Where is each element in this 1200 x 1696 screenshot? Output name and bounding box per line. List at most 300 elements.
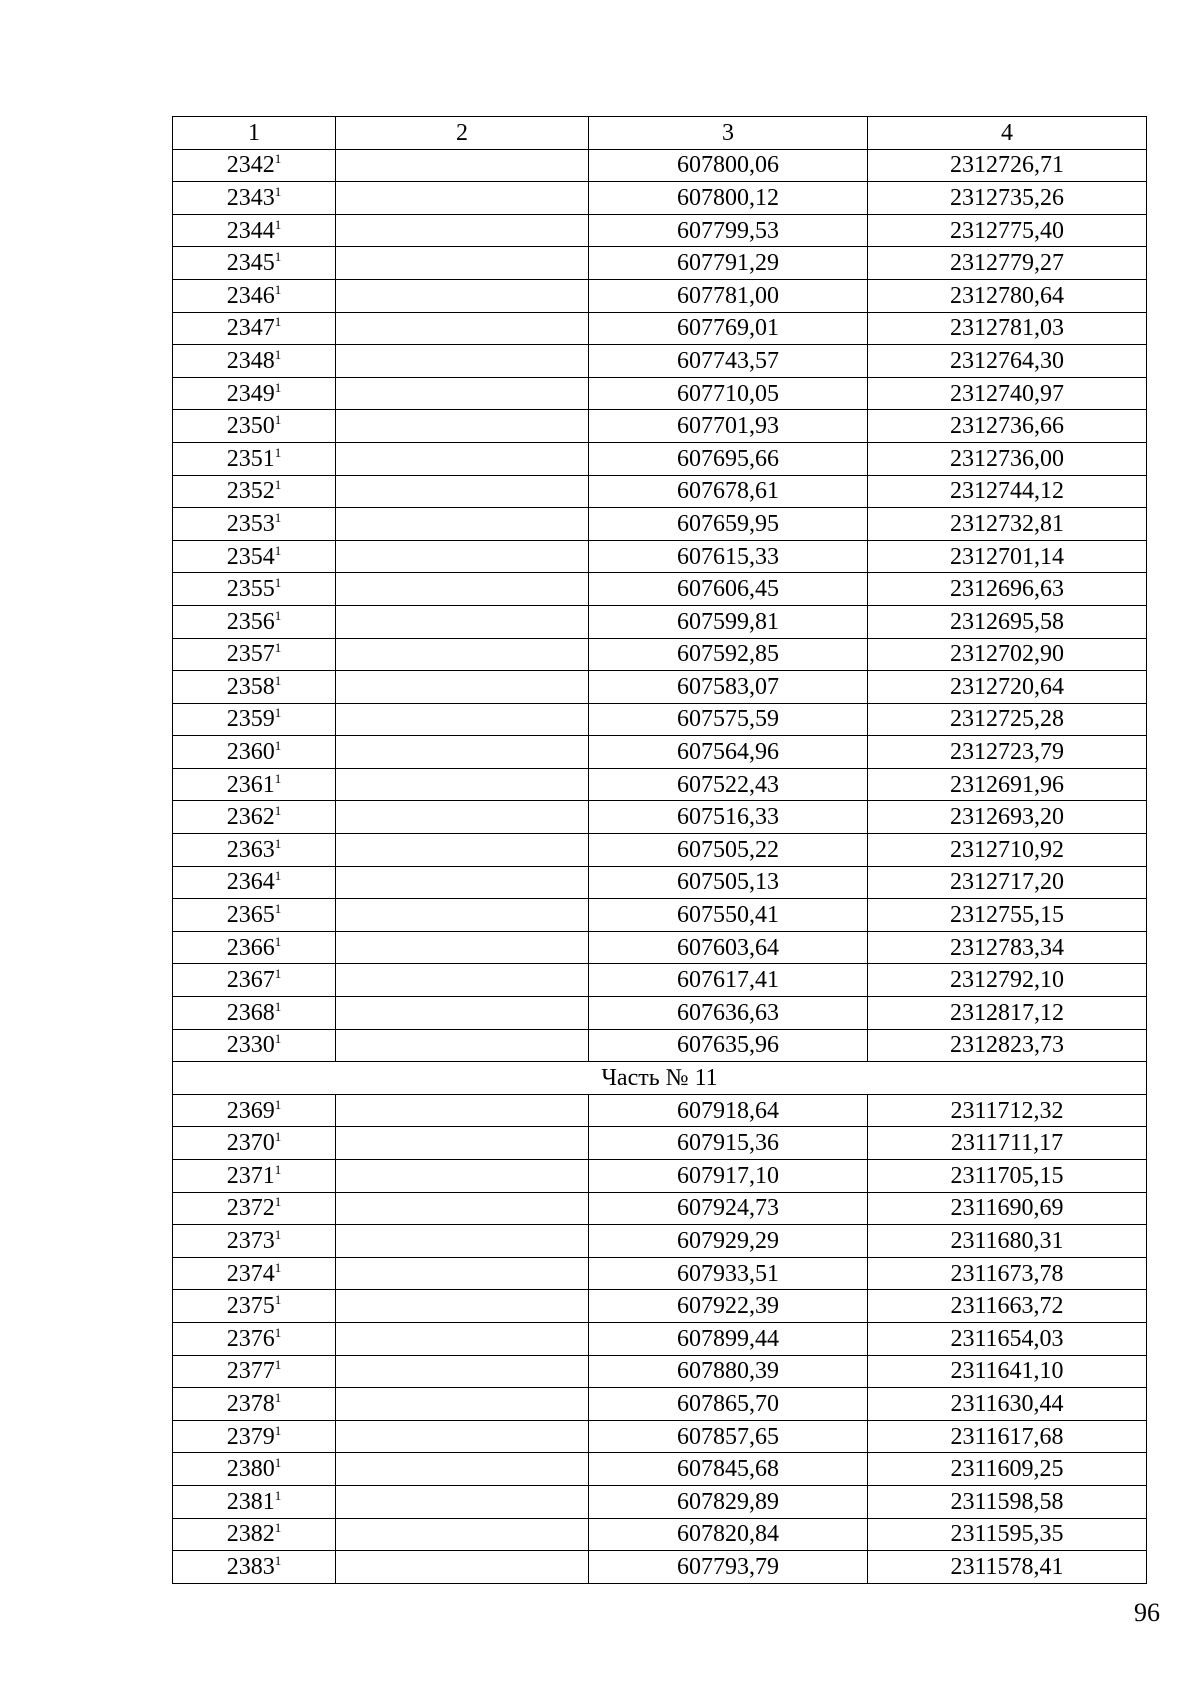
y-coordinate-cell-text: 2312732,81: [950, 510, 1064, 537]
x-coordinate-cell: [589, 703, 868, 736]
y-coordinate-cell: [868, 475, 1147, 508]
table-row: [173, 1094, 1147, 1127]
x-coordinate-cell-text: 607701,93: [677, 413, 779, 440]
y-coordinate-cell-text: 2311578,41: [950, 1553, 1064, 1580]
point-superscript: 1: [274, 705, 282, 721]
point-superscript: 1: [274, 803, 282, 819]
point-number-cell-text: 2342: [226, 152, 275, 179]
table-row: [173, 801, 1147, 834]
table-row: [173, 279, 1147, 312]
x-coordinate-cell: [589, 540, 868, 573]
header-cell-3: 3: [589, 117, 868, 150]
point-number-cell-text: 2376: [226, 1325, 275, 1352]
section-title: Часть № 11: [173, 1062, 1147, 1095]
y-coordinate-cell: [868, 1453, 1147, 1486]
point-number-cell-text: 2367: [226, 967, 275, 994]
point-number-cell: [173, 573, 336, 606]
point-superscript: 1: [274, 1226, 282, 1242]
point-number-cell-text: 2358: [226, 673, 275, 700]
point-number-cell: [173, 182, 336, 215]
name-cell: [336, 1322, 589, 1355]
point-number-cell-text: 2349: [226, 380, 275, 407]
x-coordinate-cell: [589, 1160, 868, 1193]
y-coordinate-cell-text: 2311705,15: [950, 1162, 1064, 1189]
name-cell: [336, 1355, 589, 1388]
name-cell: [336, 1257, 589, 1290]
point-number-cell-text: 2354: [226, 543, 275, 570]
point-superscript: 1: [274, 933, 282, 949]
point-number-cell-text: 2368: [226, 999, 275, 1026]
point-number-cell-text: 2364: [226, 869, 275, 896]
y-coordinate-cell-text: 2312695,58: [950, 608, 1064, 635]
point-number-cell: [173, 410, 336, 443]
x-coordinate-cell-text: 607793,79: [677, 1553, 779, 1580]
table-row: [173, 540, 1147, 573]
y-coordinate-cell-text: 2311598,58: [950, 1488, 1064, 1515]
y-coordinate-cell: [868, 605, 1147, 638]
x-coordinate-cell-text: 607857,65: [677, 1423, 779, 1450]
name-cell: [336, 671, 589, 704]
x-coordinate-cell: [589, 312, 868, 345]
name-cell: [336, 573, 589, 606]
point-number-cell: [173, 1225, 336, 1258]
y-coordinate-cell-text: 2312696,63: [950, 576, 1064, 603]
x-coordinate-cell: [589, 247, 868, 280]
y-coordinate-cell: [868, 1388, 1147, 1421]
x-coordinate-cell: [589, 279, 868, 312]
point-number-cell-text: 2356: [226, 608, 275, 635]
point-number-cell-text: 2373: [226, 1227, 275, 1254]
point-number-cell-text: 2375: [226, 1293, 275, 1320]
table-row: [173, 1420, 1147, 1453]
x-coordinate-cell: [589, 442, 868, 475]
table-row: [173, 931, 1147, 964]
y-coordinate-cell: [868, 801, 1147, 834]
y-coordinate-cell-text: 2312717,20: [950, 869, 1064, 896]
point-number-cell-text: 2346: [226, 282, 275, 309]
y-coordinate-cell-text: 2311595,35: [950, 1521, 1064, 1548]
y-coordinate-cell-text: 2312736,66: [950, 413, 1064, 440]
y-coordinate-cell: [868, 1029, 1147, 1062]
point-number-cell-text: 2362: [226, 804, 275, 831]
point-superscript: 1: [274, 1096, 282, 1112]
x-coordinate-cell: [589, 1453, 868, 1486]
x-coordinate-cell-text: 607922,39: [677, 1293, 779, 1320]
point-superscript: 1: [274, 314, 282, 330]
point-superscript: 1: [274, 966, 282, 982]
page-number: 96: [1134, 1598, 1160, 1627]
y-coordinate-cell-text: 2312736,00: [950, 445, 1064, 472]
name-cell: [336, 247, 589, 280]
x-coordinate-cell-text: 607505,13: [677, 869, 779, 896]
x-coordinate-cell: [589, 573, 868, 606]
point-number-cell-text: 2344: [226, 217, 275, 244]
table-row: [173, 768, 1147, 801]
y-coordinate-cell-text: 2311641,10: [950, 1358, 1064, 1385]
point-number-cell: [173, 1420, 336, 1453]
table-row: [173, 964, 1147, 997]
y-coordinate-cell-text: 2312817,12: [950, 999, 1064, 1026]
point-number-cell-text: 2374: [226, 1260, 275, 1287]
point-number-cell: [173, 1127, 336, 1160]
y-coordinate-cell-text: 2311609,25: [950, 1456, 1064, 1483]
y-coordinate-cell-text: 2312792,10: [950, 967, 1064, 994]
x-coordinate-cell: [589, 1518, 868, 1551]
x-coordinate-cell: [589, 1420, 868, 1453]
x-coordinate-cell: [589, 345, 868, 378]
x-coordinate-cell-text: 607933,51: [677, 1260, 779, 1287]
table-row: [173, 671, 1147, 704]
point-superscript: 1: [274, 477, 282, 493]
point-number-cell-text: 2352: [226, 478, 275, 505]
table-row: [173, 410, 1147, 443]
y-coordinate-cell-text: 2311712,32: [950, 1097, 1064, 1124]
point-superscript: 1: [274, 1129, 282, 1145]
header-row: [173, 117, 1147, 150]
y-coordinate-cell: [868, 931, 1147, 964]
y-coordinate-cell-text: 2312723,79: [950, 739, 1064, 766]
y-coordinate-cell: [868, 964, 1147, 997]
y-coordinate-cell-text: 2312783,34: [950, 934, 1064, 961]
y-coordinate-cell: [868, 1485, 1147, 1518]
y-coordinate-cell: [868, 279, 1147, 312]
point-number-cell: [173, 345, 336, 378]
y-coordinate-cell: [868, 736, 1147, 769]
table-row: [173, 214, 1147, 247]
table-row: [173, 1029, 1147, 1062]
point-number-cell-text: 2366: [226, 934, 275, 961]
point-number-cell: [173, 638, 336, 671]
point-superscript: 1: [274, 151, 282, 167]
name-cell: [336, 1420, 589, 1453]
table-row: [173, 1355, 1147, 1388]
y-coordinate-cell-text: 2311690,69: [950, 1195, 1064, 1222]
table-row: [173, 1322, 1147, 1355]
point-superscript: 1: [274, 1259, 282, 1275]
point-number-cell: [173, 149, 336, 182]
name-cell: [336, 345, 589, 378]
y-coordinate-cell-text: 2312775,40: [950, 217, 1064, 244]
y-coordinate-cell: [868, 997, 1147, 1030]
y-coordinate-cell: [868, 1355, 1147, 1388]
x-coordinate-cell: [589, 508, 868, 541]
point-number-cell: [173, 1322, 336, 1355]
point-number-cell-text: 2348: [226, 347, 275, 374]
table-row: [173, 1485, 1147, 1518]
header-cell-1: 1: [173, 117, 336, 150]
x-coordinate-cell: [589, 1551, 868, 1584]
point-superscript: 1: [274, 835, 282, 851]
point-number-cell-text: 2381: [226, 1488, 275, 1515]
y-coordinate-cell: [868, 1551, 1147, 1584]
name-cell: [336, 1290, 589, 1323]
y-coordinate-cell-text: 2312726,71: [950, 152, 1064, 179]
x-coordinate-cell-text: 607918,64: [677, 1097, 779, 1124]
name-cell: [336, 149, 589, 182]
x-coordinate-cell-text: 607845,68: [677, 1456, 779, 1483]
point-superscript: 1: [274, 575, 282, 591]
x-coordinate-cell-text: 607603,64: [677, 934, 779, 961]
y-coordinate-cell: [868, 866, 1147, 899]
point-number-cell: [173, 1029, 336, 1062]
point-number-cell: [173, 540, 336, 573]
name-cell: [336, 1127, 589, 1160]
x-coordinate-cell: [589, 149, 868, 182]
point-number-cell-text: 2351: [226, 445, 275, 472]
y-coordinate-cell-text: 2312779,27: [950, 250, 1064, 277]
table-row: [173, 508, 1147, 541]
point-superscript: 1: [274, 1292, 282, 1308]
section-title-row: [173, 1062, 1147, 1095]
point-number-cell: [173, 703, 336, 736]
point-number-cell-text: 2350: [226, 413, 275, 440]
y-coordinate-cell: [868, 1192, 1147, 1225]
name-cell: [336, 899, 589, 932]
x-coordinate-cell-text: 607800,06: [677, 152, 779, 179]
x-coordinate-cell: [589, 1127, 868, 1160]
y-coordinate-cell-text: 2312701,14: [950, 543, 1064, 570]
point-superscript: 1: [274, 1031, 282, 1047]
point-number-cell: [173, 671, 336, 704]
point-number-cell: [173, 377, 336, 410]
x-coordinate-cell-text: 607769,01: [677, 315, 779, 342]
point-number-cell: [173, 1192, 336, 1225]
table-row: [173, 1225, 1147, 1258]
x-coordinate-cell-text: 607710,05: [677, 380, 779, 407]
point-number-cell: [173, 997, 336, 1030]
table-row: [173, 1257, 1147, 1290]
table-row: [173, 638, 1147, 671]
y-coordinate-cell-text: 2312764,30: [950, 347, 1064, 374]
x-coordinate-cell-text: 607635,96: [677, 1032, 779, 1059]
y-coordinate-cell-text: 2312823,73: [950, 1032, 1064, 1059]
point-number-cell-text: 2369: [226, 1097, 275, 1124]
y-coordinate-cell: [868, 1518, 1147, 1551]
point-number-cell: [173, 768, 336, 801]
table-row: [173, 736, 1147, 769]
x-coordinate-cell: [589, 1485, 868, 1518]
table-row: [173, 1160, 1147, 1193]
x-coordinate-cell: [589, 801, 868, 834]
y-coordinate-cell: [868, 1420, 1147, 1453]
name-cell: [336, 768, 589, 801]
point-superscript: 1: [274, 379, 282, 395]
point-number-cell-text: 2383: [226, 1553, 275, 1580]
point-superscript: 1: [274, 1520, 282, 1536]
point-number-cell: [173, 1355, 336, 1388]
y-coordinate-cell-text: 2311663,72: [950, 1293, 1064, 1320]
point-superscript: 1: [274, 412, 282, 428]
y-coordinate-cell-text: 2312781,03: [950, 315, 1064, 342]
y-coordinate-cell: [868, 1225, 1147, 1258]
table-row: [173, 1453, 1147, 1486]
x-coordinate-cell-text: 607929,29: [677, 1227, 779, 1254]
point-superscript: 1: [274, 1194, 282, 1210]
point-number-cell-text: 2380: [226, 1456, 275, 1483]
point-number-cell: [173, 866, 336, 899]
point-number-cell: [173, 1485, 336, 1518]
y-coordinate-cell-text: 2312720,64: [950, 673, 1064, 700]
point-number-cell: [173, 801, 336, 834]
point-number-cell: [173, 442, 336, 475]
y-coordinate-cell: [868, 540, 1147, 573]
table-row: [173, 182, 1147, 215]
point-superscript: 1: [274, 249, 282, 265]
x-coordinate-cell: [589, 1322, 868, 1355]
y-coordinate-cell: [868, 1127, 1147, 1160]
x-coordinate-cell-text: 607800,12: [677, 184, 779, 211]
table-row: [173, 899, 1147, 932]
x-coordinate-cell-text: 607799,53: [677, 217, 779, 244]
y-coordinate-cell-text: 2312735,26: [950, 184, 1064, 211]
point-number-cell: [173, 1290, 336, 1323]
name-cell: [336, 736, 589, 769]
name-cell: [336, 605, 589, 638]
y-coordinate-cell: [868, 1290, 1147, 1323]
name-cell: [336, 801, 589, 834]
table-row: [173, 247, 1147, 280]
table-row: [173, 866, 1147, 899]
y-coordinate-cell-text: 2312755,15: [950, 902, 1064, 929]
x-coordinate-cell-text: 607917,10: [677, 1162, 779, 1189]
point-superscript: 1: [274, 672, 282, 688]
point-number-cell: [173, 1551, 336, 1584]
table-row: [173, 605, 1147, 638]
point-number-cell: [173, 1094, 336, 1127]
table-row: [173, 1388, 1147, 1421]
x-coordinate-cell: [589, 1192, 868, 1225]
x-coordinate-cell: [589, 1290, 868, 1323]
point-number-cell-text: 2359: [226, 706, 275, 733]
name-cell: [336, 1225, 589, 1258]
x-coordinate-cell: [589, 1029, 868, 1062]
x-coordinate-cell-text: 607899,44: [677, 1325, 779, 1352]
x-coordinate-cell: [589, 1388, 868, 1421]
x-coordinate-cell-text: 607522,43: [677, 771, 779, 798]
point-number-cell: [173, 214, 336, 247]
point-number-cell: [173, 312, 336, 345]
name-cell: [336, 279, 589, 312]
y-coordinate-cell: [868, 671, 1147, 704]
point-number-cell-text: 2379: [226, 1423, 275, 1450]
point-superscript: 1: [274, 1357, 282, 1373]
name-cell: [336, 182, 589, 215]
x-coordinate-cell-text: 607781,00: [677, 282, 779, 309]
point-superscript: 1: [274, 901, 282, 917]
table-row: [173, 345, 1147, 378]
x-coordinate-cell-text: 607516,33: [677, 804, 779, 831]
y-coordinate-cell-text: 2312693,20: [950, 804, 1064, 831]
y-coordinate-cell: [868, 638, 1147, 671]
header-cell-4: 4: [868, 117, 1147, 150]
y-coordinate-cell-text: 2311711,17: [950, 1130, 1064, 1157]
table-row: [173, 442, 1147, 475]
point-number-cell-text: 2377: [226, 1358, 275, 1385]
name-cell: [336, 1453, 589, 1486]
x-coordinate-cell-text: 607659,95: [677, 510, 779, 537]
y-coordinate-cell-text: 2312744,12: [950, 478, 1064, 505]
y-coordinate-cell: [868, 1160, 1147, 1193]
x-coordinate-cell: [589, 866, 868, 899]
table-row: [173, 1192, 1147, 1225]
name-cell: [336, 638, 589, 671]
x-coordinate-cell-text: 607695,66: [677, 445, 779, 472]
name-cell: [336, 1029, 589, 1062]
name-cell: [336, 1551, 589, 1584]
point-number-cell-text: 2370: [226, 1130, 275, 1157]
x-coordinate-cell-text: 607678,61: [677, 478, 779, 505]
y-coordinate-cell: [868, 1322, 1147, 1355]
name-cell: [336, 997, 589, 1030]
x-coordinate-cell-text: 607575,59: [677, 706, 779, 733]
point-superscript: 1: [274, 1455, 282, 1471]
coordinates-table: [172, 116, 1147, 1584]
x-coordinate-cell: [589, 1094, 868, 1127]
y-coordinate-cell: [868, 1094, 1147, 1127]
y-coordinate-cell: [868, 508, 1147, 541]
name-cell: [336, 703, 589, 736]
point-superscript: 1: [274, 607, 282, 623]
name-cell: [336, 1160, 589, 1193]
point-superscript: 1: [274, 1487, 282, 1503]
point-superscript: 1: [274, 998, 282, 1014]
point-superscript: 1: [274, 868, 282, 884]
point-number-cell-text: 2371: [226, 1162, 275, 1189]
name-cell: [336, 508, 589, 541]
y-coordinate-cell: [868, 312, 1147, 345]
x-coordinate-cell-text: 607915,36: [677, 1130, 779, 1157]
point-number-cell: [173, 736, 336, 769]
x-coordinate-cell-text: 607550,41: [677, 902, 779, 929]
name-cell: [336, 964, 589, 997]
x-coordinate-cell: [589, 899, 868, 932]
x-coordinate-cell-text: 607865,70: [677, 1390, 779, 1417]
point-number-cell: [173, 964, 336, 997]
point-number-cell: [173, 1518, 336, 1551]
x-coordinate-cell: [589, 475, 868, 508]
y-coordinate-cell: [868, 410, 1147, 443]
y-coordinate-cell: [868, 214, 1147, 247]
x-coordinate-cell-text: 607636,63: [677, 999, 779, 1026]
name-cell: [336, 214, 589, 247]
point-number-cell-text: 2345: [226, 250, 275, 277]
table-row: [173, 834, 1147, 867]
y-coordinate-cell: [868, 345, 1147, 378]
x-coordinate-cell: [589, 931, 868, 964]
table-row: [173, 997, 1147, 1030]
point-superscript: 1: [274, 183, 282, 199]
x-coordinate-cell: [589, 214, 868, 247]
y-coordinate-cell: [868, 182, 1147, 215]
y-coordinate-cell: [868, 149, 1147, 182]
name-cell: [336, 1388, 589, 1421]
x-coordinate-cell: [589, 768, 868, 801]
x-coordinate-cell-text: 607791,29: [677, 250, 779, 277]
y-coordinate-cell-text: 2311680,31: [950, 1227, 1064, 1254]
x-coordinate-cell: [589, 1355, 868, 1388]
x-coordinate-cell-text: 607743,57: [677, 347, 779, 374]
point-superscript: 1: [274, 640, 282, 656]
x-coordinate-cell: [589, 1225, 868, 1258]
point-number-cell: [173, 834, 336, 867]
point-superscript: 1: [274, 509, 282, 525]
point-number-cell-text: 2378: [226, 1390, 275, 1417]
point-superscript: 1: [274, 770, 282, 786]
point-superscript: 1: [274, 281, 282, 297]
point-number-cell-text: 2343: [226, 184, 275, 211]
name-cell: [336, 834, 589, 867]
point-superscript: 1: [274, 1422, 282, 1438]
